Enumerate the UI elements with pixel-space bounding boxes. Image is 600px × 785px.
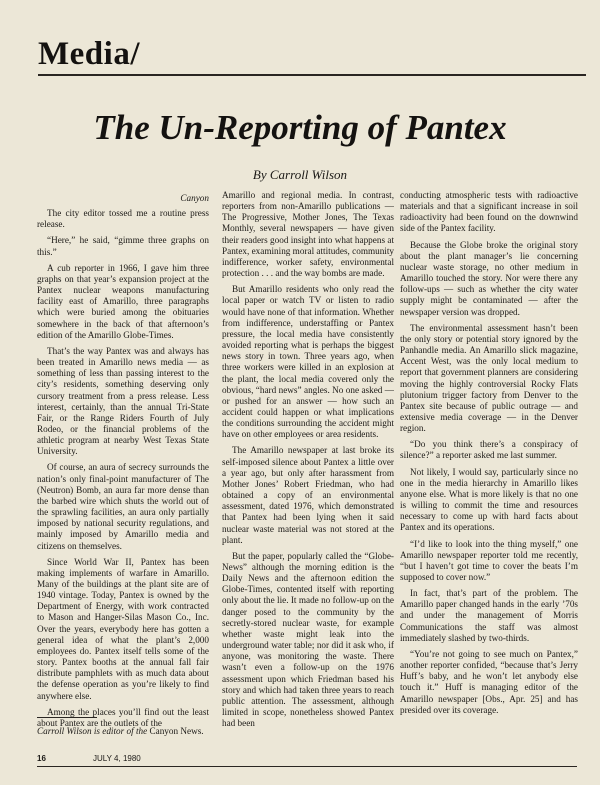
page-number: 16	[37, 754, 46, 763]
paragraph: “I’d like to look into the thing myself,” one Amarillo newspaper reporter told me recently, “but I haven’t got time to cover the beats I’m supposed to cover now.”	[400, 538, 578, 582]
footnote-italic: Carroll Wilson is editor of the	[37, 726, 148, 736]
footer-rule	[37, 766, 577, 767]
footnote-plain: Canyon News.	[147, 726, 204, 736]
paragraph: Amarillo and regional media. In contrast, reporters from non-Amarillo publications — The Progressive, Mother Jones, The Texas Monthly, several newspapers — have given their readers good insight into what happens at Pantex, examining moral attitudes, community indifference, worker safety, environmental protection . . . and the way bombs are made.	[222, 190, 394, 279]
column-3	[400, 190, 578, 721]
paragraph: conducting atmospheric tests with radioactive materials and that a significant increase in soil radioactivity had been found on the downwind side of the Pantex facility.	[400, 190, 578, 234]
paragraph: Of course, an aura of secrecy surrounds the nation’s only final-point manufacturer of The (Neutron) Bomb, an aura far more dense than the barbed wire which shuts the world out of the sprawling facilities, an aura only partially imposed by national security regulations, and mainly imposed by Amarillo media and citizens on themselves.	[37, 462, 209, 551]
paragraph: But Amarillo residents who only read the local paper or watch TV or listen to radio would have none of that information. Whether from indifference, understaffing or Pantex pressure, the local media have consistently avoided reporting what is perhaps the biggest news story in town. Three years ago, when three workers were killed in an explosion at the plant, the local media covered only the obvious, “hard news” angles. No one asked — or pushed for an answer — how such an accident could happen or what implications the conditions surrounding the accident might have on other employees or area residents.	[222, 284, 394, 440]
paragraph: The environmental assessment hasn’t been the only story or potential story ignored by the Panhandle media. An Amarillo slick magazine, Accent West, was the only local medium to report that government planners are considering moving the highly controversial Rocky Flats plutonium trigger factory from Denver to the Pantex site because of public outrage — and extensive media coverage — in the Denver region.	[400, 322, 578, 434]
paragraph: The city editor tossed me a routine press release.	[37, 208, 209, 230]
paragraph: Because the Globe broke the original story about the plant manager’s lie concerning nuclear waste storage, no other medium in Amarillo touched the story. Nor were there any follow-ups — such as whether the city water supply might be contaminated — after the newspaper version was dropped.	[400, 239, 578, 317]
section-heading: Media/	[38, 36, 140, 72]
paragraph: “You’re not going to see much on Pantex,” another reporter confided, “because that’s Jerry Huff’s baby, and he won’t let anybody else touch it.” Huff is managing editor of the Amarillo newspaper [Obs., Apr. 25] and has presided over its coverage.	[400, 648, 578, 715]
paragraph: Among the places you’ll find out the least about Pantex are the outlets of the	[37, 706, 209, 728]
paragraph: But the paper, popularly called the “Globe-News” although the morning edition is the Daily News and the afternoon edition the Globe-Times, contented itself with reporting only about the lie. It made no follow-up on the danger posed to the community by the secretly-stored nuclear waste, for example whether waste might leak into the underground water table; nor did it ask who, if anyone, was monitoring the waste. There wasn’t even a follow-up on the 1976 assessment upon which Friedman based his story and which had taken three years to reach public attention. The assessment, although limited in scope, nonetheless showed Pantex had been	[222, 550, 394, 729]
paragraph: “Here,” he said, “gimme three graphs on this.”	[37, 235, 209, 257]
paragraph: Not likely, I would say, particularly since no one in the media hierarchy in Amarillo likes anyone else. What is more likely is that no one is willing to commit the time and resources necessary to come up with hard facts about Pantex and its operations.	[400, 466, 578, 533]
paragraph: Since World War II, Pantex has been making implements of warfare in Amarillo. Many of the buildings at the plant site are of 1940 vintage. Today, Pantex is owned by the Department of Energy, with work contracted to Mason and Hanger-Silas Mason Co., Inc. Over the years, everybody here has gotten a general idea of what the plant’s 2,000 employees do. Pantex itself tells some of the story. Pantex booths at the annual fall fair distribute pamphlets with as much data about the defense operation as you’re likely to find anywhere else.	[37, 556, 209, 701]
column-2	[222, 190, 394, 734]
column-1	[37, 193, 209, 734]
dateline: Canyon	[180, 193, 209, 203]
paragraph: “Do you think there’s a conspiracy of silence?” a reporter asked me last summer.	[400, 439, 578, 461]
paragraph: A cub reporter in 1966, I gave him three graphs on that year’s expansion project at the Pantex nuclear weapons manufacturing facility east of Amarillo, three paragraphs which were buried among the obituaries somewhere in the back of that afternoon’s edition of the Amarillo Globe-Times.	[37, 262, 209, 340]
footnote-rule	[37, 717, 97, 718]
paragraph: The Amarillo newspaper at last broke its self-imposed silence about Pantex a little over a year ago, but only after harassment from Mother Jones’ Robert Friedman, who had obtained a copy of an environmental assessment, dated 1976, which demonstrated that Pantex had been lying when it said nuclear waste material was not stored at the plant.	[222, 445, 394, 545]
paragraph: In fact, that’s part of the problem. The Amarillo paper changed hands in the early ’70s and under the management of Morris Communications the staff was almost immediately slashed by two-thirds.	[400, 588, 578, 643]
byline: By Carroll Wilson	[252, 167, 348, 182]
article-title: The Un-Reporting of Pantex	[93, 108, 507, 147]
author-footnote	[37, 726, 209, 737]
section-rule	[38, 74, 586, 76]
paragraph: That’s the way Pantex was and always has been treated in Amarillo news media — as something of less than passing interest to the city’s residents, something deserving only cursory treatment from a press release. Less interest, certainly, than the annual Tri-State Fair, or the Range Riders Fourth of July Rodeo, or the financial problems of the athletic program at nearby West Texas State University.	[37, 345, 209, 457]
issue-date: JULY 4, 1980	[93, 754, 141, 763]
